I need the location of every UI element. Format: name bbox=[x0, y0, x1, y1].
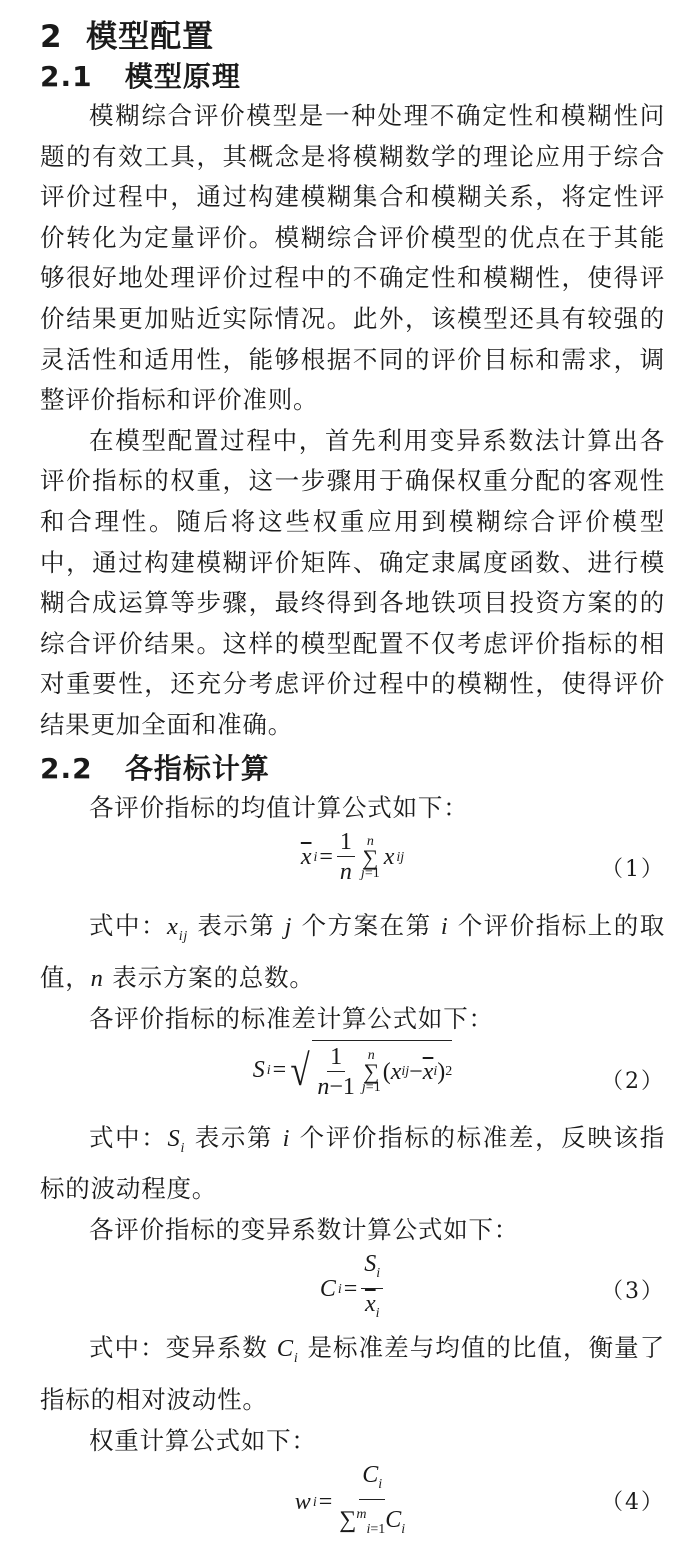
subsection-number: 2.2 bbox=[40, 751, 93, 785]
formula-stddev-expression: S i = √ $\frac{1}{n-1}$ n ∑ j=1 ( x ij − $\overline{x}$ i ) 2 bbox=[253, 1040, 452, 1102]
equation-number-3: （3） bbox=[601, 1279, 665, 1305]
formula-intro-stddev: 各评价指标的标准差计算公式如下： bbox=[89, 1004, 494, 1034]
document-page bbox=[40, 0, 665, 1539]
section-heading bbox=[40, 16, 665, 58]
formula-weight-expression: w i = $\frac{C_i}{\sum^m_{i=1}C_i}$ bbox=[294, 1462, 406, 1537]
formula-stddev bbox=[40, 1040, 665, 1118]
formula-weight bbox=[40, 1461, 665, 1539]
formula-note-cv: 式中：变异系数 $C_i$ 是标准差与均值的比值，衡量了指标的相对波动性。 bbox=[40, 1333, 666, 1414]
formula-cv-expression: C i = $\frac{S_i}{\overline{x}_i}$ bbox=[320, 1250, 385, 1329]
formula-mean-expression: $\overline{x}$ i = $\frac{1}{n}$ n ∑ j=1 x ij bbox=[300, 829, 405, 886]
section-title: 模型配置 bbox=[86, 19, 215, 55]
formula-intro-weight: 权重计算公式如下： bbox=[89, 1425, 317, 1455]
formula-mean bbox=[40, 828, 665, 906]
equation-number-4: （4） bbox=[601, 1490, 665, 1516]
subsection-number: 2.1 bbox=[40, 60, 93, 93]
subsection-title: 各指标计算 bbox=[124, 751, 270, 785]
subsection-title: 模型原理 bbox=[124, 60, 241, 93]
subsection-heading-2-1 bbox=[40, 58, 665, 96]
equation-number-2: （2） bbox=[601, 1068, 665, 1094]
equation-number-1: （1） bbox=[601, 857, 665, 883]
subsection-heading-2-2 bbox=[40, 750, 665, 788]
paragraph-model-principle: 模糊综合评价模型是一种处理不确定性和模糊性问题的有效工具，其概念是将模糊数学的理论应用于综合评价过程中，通过构建模糊集合和模糊关系，将定性评价转化为定量评价。模糊综合评价模型的优点在于其能够很好地处理评价过程中的不确定性和模糊性，使得评价结果更加贴近实际情况。此外，该模型还具有较强的灵活性和适用性，能够根据不同的评价目标和需求，调整评价指标和评价准则。 bbox=[40, 101, 665, 415]
formula-intro-cv: 各评价指标的变异系数计算公式如下： bbox=[89, 1214, 520, 1244]
formula-intro-mean: 各评价指标的均值计算公式如下： bbox=[89, 792, 469, 822]
section-number: 2 bbox=[40, 19, 63, 55]
formula-cv bbox=[40, 1250, 665, 1328]
formula-note-mean: 式中：$x_{ij}$ 表示第 j 个方案在第 i 个评价指标上的取值，n 表示方案的总数。 bbox=[40, 911, 666, 992]
paragraph-model-config: 在模型配置过程中，首先利用变异系数法计算出各评价指标的权重，这一步骤用于确保权重分配的客观性和合理性。随后将这些权重应用到模糊综合评价模型中，通过构建模糊评价矩阵、确定隶属度函数、进行模糊合成运算等步骤，最终得到各地铁项目投资方案的的综合评价结果。这样的模型配置不仅考虑评价指标的相对重要性，还充分考虑评价过程中的模糊性，使得评价结果更加全面和准确。 bbox=[40, 425, 665, 739]
formula-note-stddev: 式中：$S_i$ 表示第 i 个评价指标的标准差，反映该指标的波动程度。 bbox=[40, 1122, 665, 1204]
